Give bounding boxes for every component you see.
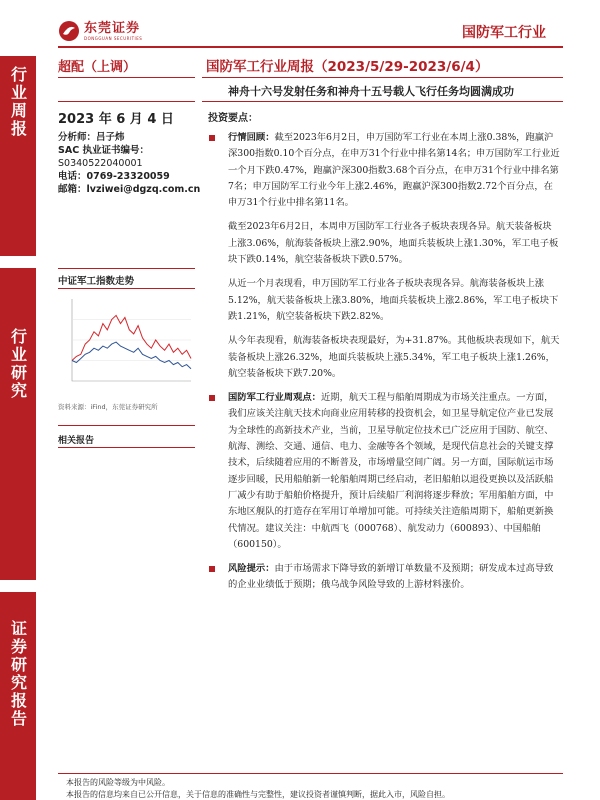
bullet-icon xyxy=(209,395,215,401)
bullet-risk xyxy=(208,561,560,594)
left-divider xyxy=(58,268,195,269)
sidebar-band-research-label: 行业研究 xyxy=(8,328,28,400)
company-name-en: DONGGUAN SECURITIES xyxy=(84,35,143,41)
key-points-heading: 投资要点： xyxy=(208,113,258,124)
bullet-weekly-view xyxy=(208,390,560,553)
paragraph: 截至2023年6月2日，本周申万国防军工行业各子板块表现各异。航天装备板块上涨3.06%，航海装备板块上涨2.90%，地面兵装板块上涨1.30%，军工电子板块下跌0.14%，航空装备板块下跌0.57%。 xyxy=(228,221,559,266)
company-name-cn: 东莞证券 xyxy=(84,20,141,36)
report-title: 国防军工行业周报（2023/5/29-2023/6/4） xyxy=(206,59,489,75)
analyst-phone: 电话：0769-23320059 xyxy=(58,171,170,182)
bullet-icon xyxy=(209,566,215,572)
left-divider xyxy=(58,101,195,102)
page-header xyxy=(0,0,600,48)
footer-risk-level: 本报告的风险等级为中风险。 xyxy=(66,778,170,787)
analyst-info xyxy=(58,131,200,196)
bullet-label: 风险提示： xyxy=(228,563,275,575)
left-divider xyxy=(58,288,195,289)
rating: 超配（上调） xyxy=(58,60,137,75)
company-logo xyxy=(58,20,142,42)
bullet-label: 国防军工行业周观点： xyxy=(228,392,321,404)
company-logo-icon xyxy=(58,20,80,42)
bullet-label: 行情回顾： xyxy=(228,132,275,143)
report-date: 2023 年 6 月 4 日 xyxy=(58,112,174,127)
footer-disclaimer xyxy=(66,777,450,800)
sac-number: S0340522040001 xyxy=(58,158,143,169)
index-chart-svg xyxy=(58,293,195,393)
industry-title: 国防军工行业 xyxy=(462,25,546,41)
bullet-text: 截至2023年6月2日，申万国防军工行业在本周上涨0.38%，跑赢沪深300指数0.10个百分点，在申万31个行业中排名第14名；申万国防军工行业近一个月下跌0.47%，跑赢沪深300指数3.68个百分点，在申万31个行业中排名第7名；申万国防军工行业今年上涨2.46%，跑赢沪深300指数2.72个百分点，在申万31个行业中排名第11名。 xyxy=(228,132,560,209)
chart-source: 资料来源：iFind，东莞证券研究所 xyxy=(58,403,158,411)
report-subtitle: 神舟十六号发射任务和神舟十五号载人飞行任务均圆满成功 xyxy=(228,85,514,98)
left-divider xyxy=(58,447,195,448)
subtitle-divider xyxy=(202,101,563,102)
chart-title: 中证军工指数走势 xyxy=(58,276,135,287)
chart-series-line-0 xyxy=(72,315,191,360)
header-divider xyxy=(58,46,563,48)
sidebar-band-report xyxy=(0,592,36,800)
title-divider xyxy=(202,77,563,78)
bullet-text: 近期，航天工程与船舶周期成为市场关注重点。一方面，我们应该关注航天技术向商业应用转移的投资机会，如卫星导航定位产业已发展为全球性的高新技术产业，当前，卫星导航定位技术已广泛应用于国防、航空、航海、测绘、交通、通信、电力、金融等各个领域，是现代信息社会的关键支撑技术，后续随着应用的不断普及，市场增量空间广阔。另一方面，国际航运市场逐步回暖，民用船舶新一轮船舶周期已经启动，老旧船舶以退役更换以及活跃船厂减少有助于船舶价格提升，预计后续船厂利润将逐步释放；军用船舶方面，中东地区舰队的打造存在军用订单增加可能。可持续关注造船周期下，船舶更新换代情况。建议关注：中航西飞（000768）、航发动力（600893）、中国船舶（600150）。 xyxy=(228,392,554,550)
footer-divider xyxy=(58,773,563,774)
related-reports-heading: 相关报告 xyxy=(58,436,95,446)
report-body xyxy=(208,130,560,602)
analyst-email: 邮箱：lvziwei@dgzq.com.cn xyxy=(58,184,201,195)
sidebar-band-weekly xyxy=(0,56,36,256)
sac-label: SAC 执业证书编号： xyxy=(58,145,149,156)
paragraph: 从今年表现看，航海装备板块表现最好，为+31.87%。其他板块表现如下，航天装备板块上涨26.32%，地面兵装板块上涨5.34%，军工电子板块上涨1.26%，航空装备板块下跌7.20%。 xyxy=(228,335,560,379)
bullet-text: 由于市场需求下降导致的新增订单数量不及预期；研发成本过高导致的企业业绩低于预期；俄乌战争风险导致的上游材料涨价。 xyxy=(228,563,554,591)
left-divider xyxy=(58,425,195,426)
sidebar-band-weekly-label: 行业周报 xyxy=(8,66,28,138)
paragraph: 从近一个月表现看，申万国防军工行业各子板块表现各异。航海装备板块上涨5.12%，航天装备板块上涨3.80%，地面兵装板块上涨2.86%，军工电子板块下跌1.21%，航空装备板块下跌2.82%。 xyxy=(228,278,559,322)
bullet-market-review xyxy=(208,130,560,211)
sidebar-band-report-label: 证券研究报告 xyxy=(8,620,28,728)
index-chart xyxy=(58,293,195,393)
bullet-icon xyxy=(209,135,215,141)
sidebar-band-research xyxy=(0,268,36,580)
analyst-name: 分析师：吕子炜 xyxy=(58,132,125,143)
chart-series-line-1 xyxy=(72,342,191,369)
footer-source-note: 本报告的信息均来自已公开信息，关于信息的准确性与完整性，建议投资者谨慎判断，据此入市，风险自担。 xyxy=(66,790,450,799)
left-divider xyxy=(58,77,195,78)
